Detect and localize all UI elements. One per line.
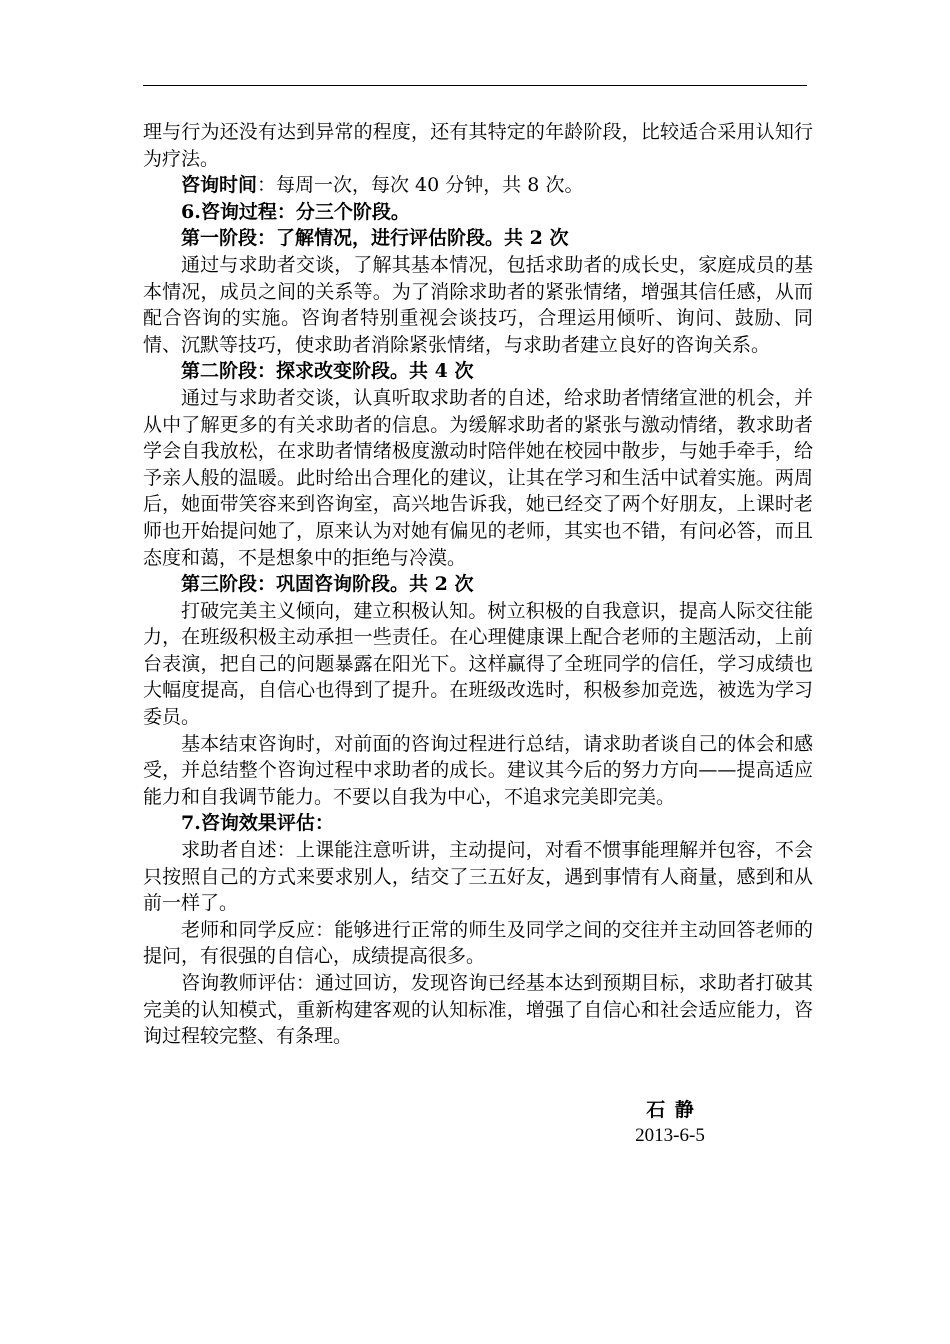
paragraph-consult-time — [143, 172, 813, 199]
paragraph-summary: 基本结束咨询时，对前面的咨询过程进行总结，请求助者谈自己的体会和感受，并总结整个咨询过程中求助者的成长。建议其今后的努力方向——提高适应能力和自我调节能力。不要以自我为中心，不追求完美即完美。 — [143, 732, 813, 808]
paragraph-continuation: 理与行为还没有达到异常的程度，还有其特定的年龄阶段，比较适合采用认知行为疗法。 — [143, 121, 813, 170]
signature-block — [605, 1097, 735, 1149]
stage-heading-2: 第二阶段：探求改变阶段。共 4 次 — [181, 360, 474, 383]
section-heading-evaluation: 7.咨询效果评估： — [181, 812, 334, 835]
stage-heading-3: 第三阶段：巩固咨询阶段。共 2 次 — [181, 573, 474, 596]
signature-date: 2013-6-5 — [635, 1125, 705, 1146]
paragraph-client-report: 求助者自述：上课能注意听讲，主动提问，对看不惯事能理解并包容，不会只按照自己的方式来要求别人，结交了三五好友，遇到事情有人商量，感到和从前一样了。 — [143, 839, 813, 915]
document-body — [143, 119, 813, 1050]
paragraph-counselor-evaluation: 咨询教师评估：通过回访，发现咨询已经基本达到预期目标，求助者打破其完美的认知模式，重新构建客观的认知标准，增强了自信心和社会适应能力，咨询过程较完整、有条理。 — [143, 972, 813, 1048]
paragraph-teacher-feedback: 老师和同学反应：能够进行正常的师生及同学之间的交往并主动回答老师的提问，有很强的自信心，成绩提高很多。 — [143, 918, 813, 968]
consult-time-text: ：每周一次，每次 40 分钟，共 8 次。 — [257, 174, 584, 197]
stage-heading-1: 第一阶段：了解情况，进行评估阶段。共 2 次 — [181, 227, 569, 250]
paragraph-stage-2: 通过与求助者交谈，认真听取求助者的自述，给求助者情绪宣泄的机会，并从中了解更多的有关求助者的信息。为缓解求助者的紧张与激动情绪，教求助者学会自我放松，在求助者情绪极度激动时陪伴她在校园中散步，与她手牵手，给予亲人般的温暖。此时给出合理化的建议，让其在学习和生活中试着实施。两周后，她面带笑容来到咨询室，高兴地告诉我，她已经交了两个好朋友，上课时老师也开始提问她了，原来认为对她有偏见的老师，其实也不错，有问必答，而且态度和蔼，不是想象中的拒绝与冷漠。 — [143, 386, 813, 569]
author-name: 石静 — [646, 1099, 704, 1121]
paragraph-stage-3: 打破完美主义倾向，建立积极认知。树立积极的自我意识，提高人际交往能力，在班级积极主动承担一些责任。在心理健康课上配合老师的主题活动，上前台表演，把自己的问题暴露在阳光下。这样赢得了全班同学的信任，学习成绩也大幅度提高，自信心也得到了提升。在班级改选时，积极参加竞选，被选为学习委员。 — [143, 599, 813, 729]
header-rule — [143, 85, 807, 86]
consult-time-label: 咨询时间 — [181, 174, 258, 197]
section-heading-process: 6.咨询过程：分三个阶段。 — [181, 200, 410, 223]
paragraph-stage-1: 通过与求助者交谈，了解其基本情况，包括求助者的成长史，家庭成员的基本情况，成员之间的关系等。为了消除求助者的紧张情绪，增强其信任感，从而配合咨询的实施。咨询者特别重视会谈技巧，合理运用倾听、询问、鼓励、同情、沉默等技巧，使求助者消除紧张情绪，与求助者建立良好的咨询关系。 — [143, 253, 813, 356]
